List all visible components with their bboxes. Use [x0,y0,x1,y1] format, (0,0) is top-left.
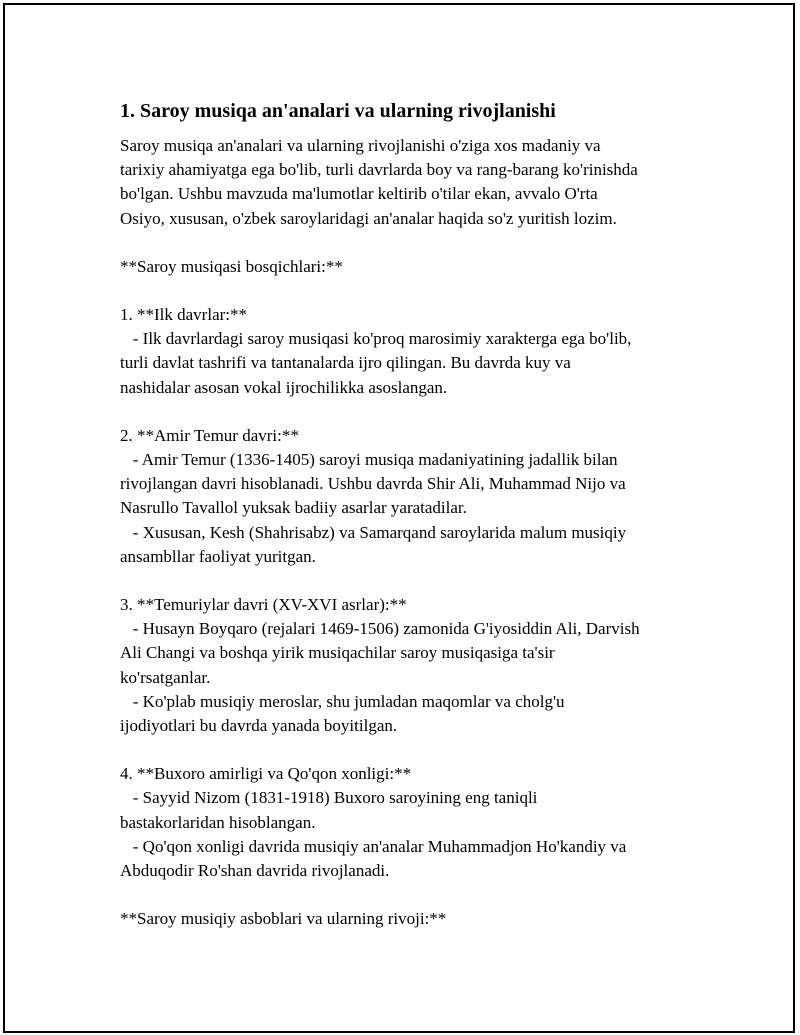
section-early-periods: 1. **Ilk davrlar:** - Ilk davrlardagi saroy musiqasi ko'proq marosimiy xarakterga ega bo'lib, turli davlat tashrifi va tantanalarda ijro qilingan. Bu davrda kuy va nashidalar asosan vokal ijrochilikka asoslangan. [120,305,632,397]
intro-paragraph: Saroy musiqa an'analari va ularning rivojlanishi o'ziga xos madaniy va tarixiy ahamiyatga ega bo'lib, turli davrlarda boy va rang-barang ko'rinishda bo'lgan. Ushbu mavzuda ma'lumotlar keltirib o'tilar ekan, avvalo O'rta Osiyo, xususan, o'zbek saroylaridagi an'analar haqida so'z yuritish lozim. [120,136,638,228]
spacer [120,738,700,762]
section-amir-temur: 2. **Amir Temur davri:** - Amir Temur (1336-1405) saroyi musiqa madaniyatining jadallik bilan rivojlangan davri hisoblanadi. Ushbu davrda Shir Ali, Muhammad Nijo va Nasrullo Tavallol yuksak badiiy asarlar yaratadilar. - Xususan, Kesh (Shahrisabz) va Samarqand saroylarida malum musiqiy ansambllar faoliyat yuritgan. [120,425,627,566]
section-bukhara-kokand: 4. **Buxoro amirligi va Qo'qon xonligi:** - Sayyid Nizom (1831-1918) Buxoro saroyining eng taniqli bastakorlaridan hisoblangan. - Qo'qon xonligi davrida musiqiy an'analar Muhammadjon Ho'kandiy va Abduqodir Ro'shan davrida rivojlanadi. [120,764,627,881]
document-title: 1. Saroy musiqa an'analari va ularning rivojlanishi [120,100,556,122]
spacer [120,883,700,907]
spacer [120,279,700,303]
document-body [120,98,700,931]
spacer [120,231,700,255]
instruments-heading: **Saroy musiqiy asboblari va ularning rivoji:** [120,909,447,929]
document-page [3,3,795,1033]
section-timurids: 3. **Temuriylar davri (XV-XVI asrlar):** - Husayn Boyqaro (rejalari 1469-1506) zamonida G'iyosiddin Ali, Darvish Ali Changi va boshqa yirik musiqachilar saroy musiqasiga ta'sir ko'rsatganlar. - Ko'plab musiqiy meroslar, shu jumladan maqomlar va cholg'u ijodiyotlari bu davrda yanada boyitilgan. [120,595,640,736]
stages-heading: **Saroy musiqasi bosqichlari:** [120,256,343,276]
spacer [120,400,700,424]
spacer [120,569,700,593]
